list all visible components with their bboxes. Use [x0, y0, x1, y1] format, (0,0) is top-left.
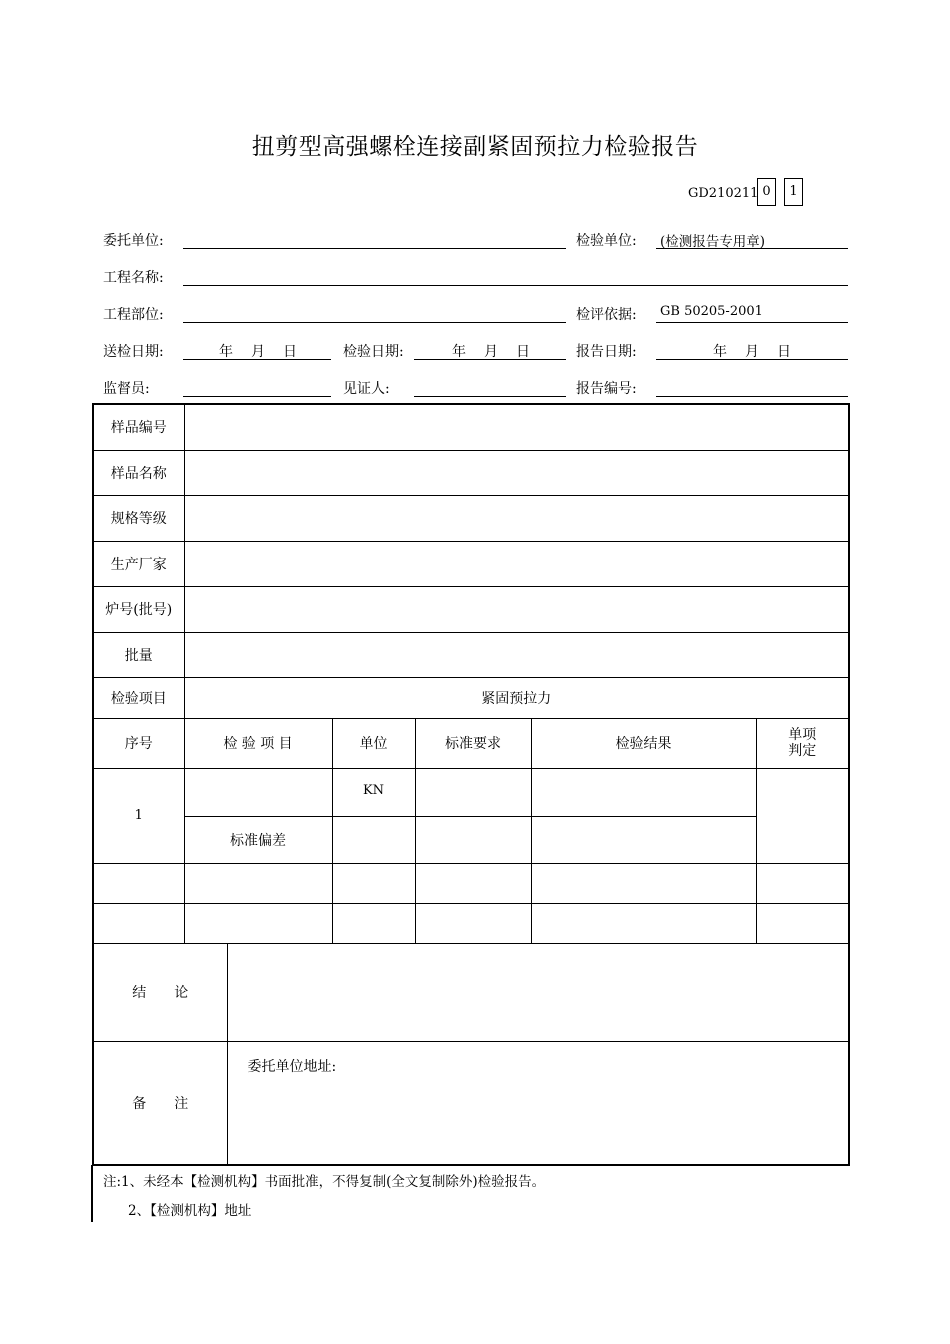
inspection-table [92, 403, 850, 1166]
conclusion-label: 结 论 [93, 943, 227, 1041]
row3-item-cell[interactable] [184, 903, 332, 943]
row3-unit-cell[interactable] [332, 903, 415, 943]
col-unit-header: 单位 [332, 718, 415, 768]
basis-value: GB 50205-2001 [660, 304, 763, 319]
row3-result-cell[interactable] [531, 903, 756, 943]
spec-grade-cell[interactable] [184, 495, 849, 541]
client-label: 委托单位: [103, 233, 164, 249]
row2-standard-cell[interactable] [415, 863, 531, 903]
row1-judge-cell[interactable] [756, 768, 849, 863]
basis-field[interactable] [656, 322, 848, 323]
code-box-2: 1 [784, 178, 803, 206]
inspect-date-year: 年 [452, 344, 466, 360]
note-1: 注:1、未经本【检测机构】书面批准，不得复制(全文复制除外)检验报告。 [103, 1174, 546, 1190]
inspect-date-label: 检验日期: [343, 344, 404, 360]
report-no-field[interactable] [656, 396, 848, 397]
supervisor-label: 监督员: [103, 381, 150, 397]
manufacturer-cell[interactable] [184, 541, 849, 586]
row1b-unit-cell[interactable] [332, 816, 415, 863]
project-part-label: 工程部位: [103, 307, 164, 323]
row2-item-cell[interactable] [184, 863, 332, 903]
project-name-label: 工程名称: [103, 270, 164, 286]
inspect-unit-label: 检验单位: [576, 233, 637, 249]
remarks-label: 备 注 [93, 1041, 227, 1165]
row1-unit: KN [332, 768, 415, 816]
col-judge-line2: 判定 [788, 743, 817, 759]
basis-label: 检评依据: [576, 307, 637, 323]
report-date-day: 日 [777, 344, 791, 360]
note-2: 2、【检测机构】地址 [128, 1203, 252, 1219]
batch-no-label: 炉号(批号) [93, 586, 184, 632]
sample-name-cell[interactable] [184, 450, 849, 495]
row1-item-cell[interactable] [184, 768, 332, 816]
manufacturer-label: 生产厂家 [93, 541, 184, 586]
supervisor-field[interactable] [183, 396, 331, 397]
sample-name-label: 样品名称 [93, 450, 184, 495]
row3-standard-cell[interactable] [415, 903, 531, 943]
sample-no-cell[interactable] [184, 404, 849, 450]
spec-grade-label: 规格等级 [93, 495, 184, 541]
sample-no-label: 样品编号 [93, 404, 184, 450]
row1b-standard-cell[interactable] [415, 816, 531, 863]
col-result-header: 检验结果 [531, 718, 756, 768]
row1-standard-cell[interactable] [415, 768, 531, 816]
row3-judge-cell[interactable] [756, 903, 849, 943]
report-title: 扭剪型高强螺栓连接副紧固预拉力检验报告 [251, 134, 699, 160]
col-item-header: 检 验 项 目 [184, 718, 332, 768]
row2-judge-cell[interactable] [756, 863, 849, 903]
client-address-label: 委托单位地址: [247, 1058, 337, 1075]
report-date-label: 报告日期: [576, 344, 637, 360]
col-judge-line1: 单项 [788, 727, 817, 743]
send-date-day: 日 [283, 344, 297, 360]
row1-seq: 1 [93, 768, 184, 863]
inspect-unit-value: (检测报告专用章) [660, 234, 766, 250]
test-item-label: 检验项目 [93, 677, 184, 718]
test-item-value: 紧固预拉力 [184, 677, 849, 718]
batch-no-cell[interactable] [184, 586, 849, 632]
send-date-year: 年 [219, 344, 233, 360]
col-seq-header: 序号 [93, 718, 184, 768]
report-no-label: 报告编号: [576, 381, 637, 397]
report-date-year: 年 [713, 344, 727, 360]
inspect-date-month: 月 [484, 344, 498, 360]
row2-unit-cell[interactable] [332, 863, 415, 903]
row1b-result-cell[interactable] [531, 816, 756, 863]
form-code: GD210211 [688, 186, 759, 201]
row1-result-cell[interactable] [531, 768, 756, 816]
quantity-label: 批量 [93, 632, 184, 677]
send-date-month: 月 [251, 344, 265, 360]
witness-field[interactable] [414, 396, 566, 397]
inspect-date-day: 日 [516, 344, 530, 360]
col-standard-header: 标准要求 [415, 718, 531, 768]
witness-label: 见证人: [343, 381, 390, 397]
quantity-cell[interactable] [184, 632, 849, 677]
report-date-month: 月 [745, 344, 759, 360]
left-border-line [91, 1165, 93, 1222]
code-box-1: 0 [757, 178, 776, 206]
row1-stddev-label: 标准偏差 [184, 816, 332, 863]
remarks-cell[interactable] [227, 1041, 849, 1165]
conclusion-cell[interactable] [227, 943, 849, 1041]
row2-seq-cell[interactable] [93, 863, 184, 903]
row2-result-cell[interactable] [531, 863, 756, 903]
project-part-field[interactable] [183, 322, 566, 323]
row3-seq-cell[interactable] [93, 903, 184, 943]
project-name-field[interactable] [183, 285, 848, 286]
send-date-label: 送检日期: [103, 344, 164, 360]
client-field[interactable] [183, 248, 566, 249]
col-judge-header [756, 718, 849, 768]
